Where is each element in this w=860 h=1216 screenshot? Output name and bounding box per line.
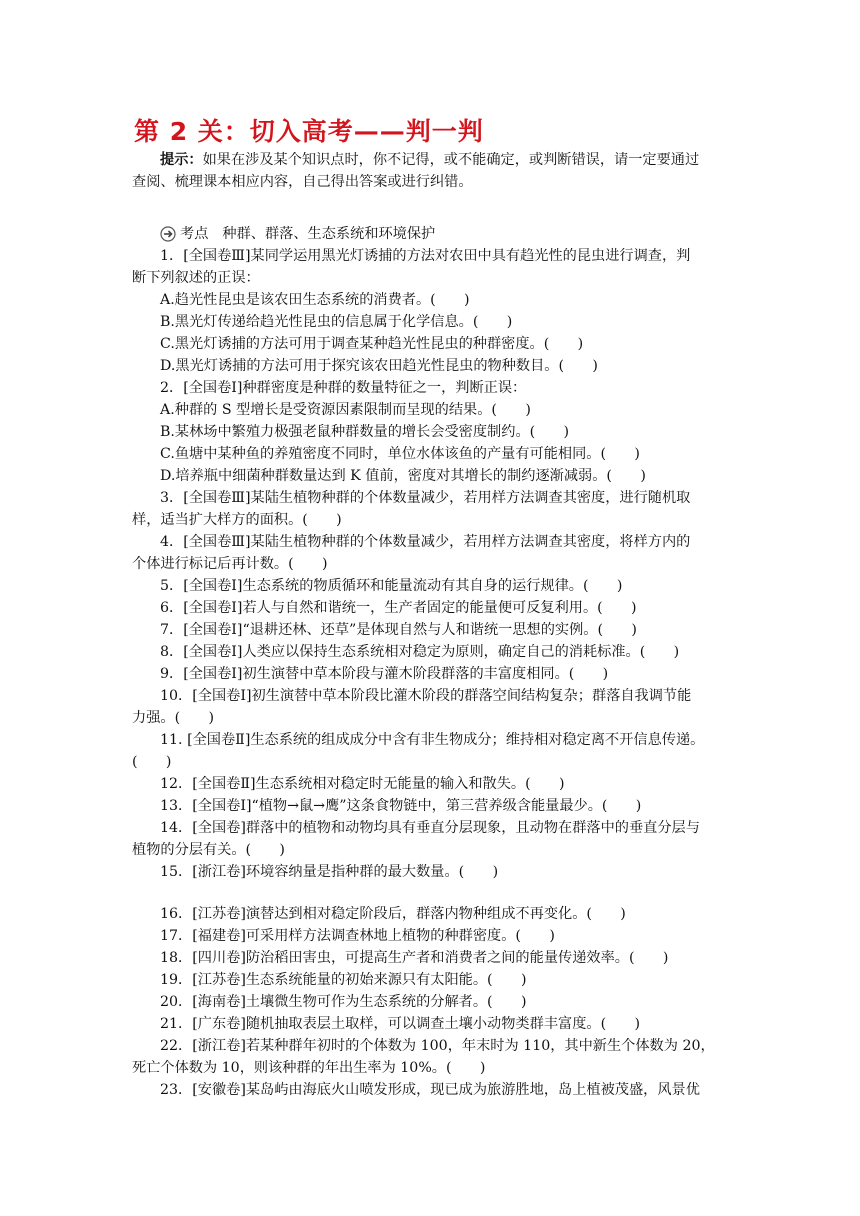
question-line: B.某林场中繁殖力极强老鼠种群数量的增长会受密度制约。( ) <box>160 424 570 440</box>
question-line: 22．[浙江卷]若某种群年初时的个体数为 100，年末时为 110，其中新生个体数为 20， <box>160 1038 715 1054</box>
question-line: B.黑光灯传递给趋光性昆虫的信息属于化学信息。( ) <box>160 314 513 330</box>
question-line: 植物的分层有关。( ) <box>132 842 285 858</box>
question-line: 7．[全国卷Ⅰ]“退耕还林、还草”是体现自然与人和谐统一思想的实例。( ) <box>160 622 637 638</box>
question-line: 断下列叙述的正误： <box>132 270 260 286</box>
question-line: 15．[浙江卷]环境容纳量是指种群的最大数量。( ) <box>160 864 499 880</box>
question-line: A.趋光性昆虫是该农田生态系统的消费者。( ) <box>160 292 470 308</box>
question-line: 18．[四川卷]防治稻田害虫，可提高生产者和消费者之间的能量传递效率。( ) <box>160 950 669 966</box>
question-line: 19．[江苏卷]生态系统能量的初始来源只有太阳能。( ) <box>160 972 527 988</box>
question-line: 死亡个体数为 10，则该种群的年出生率为 10%。( ) <box>132 1060 486 1076</box>
question-line: 12．[全国卷Ⅱ]生态系统相对稳定时无能量的输入和散失。( ) <box>160 776 565 792</box>
question-line: 21．[广东卷]随机抽取表层土取样，可以调查土壤小动物类群丰富度。( ) <box>160 1016 641 1032</box>
question-line: 14．[全国卷]群落中的植物和动物均具有垂直分层现象，且动物在群落中的垂直分层与 <box>160 820 700 836</box>
hint-line-2: 查阅、梳理课本相应内容，自己得出答案或进行纠错。 <box>132 174 473 190</box>
question-line: C.黑光灯诱捕的方法可用于调查某种趋光性昆虫的种群密度。( ) <box>160 336 584 352</box>
question-line: 5．[全国卷Ⅰ]生态系统的物质循环和能量流动有其自身的运行规律。( ) <box>160 578 623 594</box>
question-line: 个体进行标记后再计数。( ) <box>132 556 328 572</box>
question-line: C.鱼塘中某种鱼的养殖密度不同时，单位水体该鱼的产量有可能相同。( ) <box>160 446 640 462</box>
question-line: 9．[全国卷Ⅰ]初生演替中草本阶段与灌木阶段群落的丰富度相同。( ) <box>160 666 609 682</box>
question-line: 23．[安徽卷]某岛屿由海底火山喷发形成，现已成为旅游胜地，岛上植被茂盛，风景优 <box>160 1082 700 1098</box>
question-line: 6．[全国卷Ⅰ]若人与自然和谐统一，生产者固定的能量便可反复利用。( ) <box>160 600 637 616</box>
question-line: 8．[全国卷Ⅰ]人类应以保持生态系统相对稳定为原则，确定自己的消耗标准。( ) <box>160 644 680 660</box>
question-line: D.黑光灯诱捕的方法可用于探究该农田趋光性昆虫的物种数目。( ) <box>160 358 598 374</box>
question-line: 16．[江苏卷]演替达到相对稳定阶段后，群落内物种组成不再变化。( ) <box>160 906 626 922</box>
topic-text: 种群、群落、生态系统和环境保护 <box>222 226 436 242</box>
arrow-circle-icon <box>160 226 176 242</box>
question-line: 11. [全国卷Ⅱ]生态系统的组成成分中含有非生物成分；维持相对稳定离不开信息传递。 <box>160 732 705 748</box>
question-line: ( ) <box>132 754 172 770</box>
question-line: 样，适当扩大样方的面积。( ) <box>132 512 342 528</box>
question-line: 3．[全国卷Ⅲ]某陆生植物种群的个体数量减少，若用样方法调查其密度，进行随机取 <box>160 490 691 506</box>
question-line: 力强。( ) <box>132 710 215 726</box>
question-line: 10．[全国卷Ⅰ]初生演替中草本阶段比灌木阶段的群落空间结构复杂；群落自我调节能 <box>160 688 692 704</box>
question-line: 17．[福建卷]可采用样方法调查林地上植物的种群密度。( ) <box>160 928 555 944</box>
question-line: 13．[全国卷Ⅰ]“植物→鼠→鹰”这条食物链中，第三营养级含能量最少。( ) <box>160 798 642 814</box>
topic-label: 考点 <box>180 226 209 242</box>
question-line: 1．[全国卷Ⅲ]某同学运用黑光灯诱捕的方法对农田中具有趋光性的昆虫进行调查，判 <box>160 248 691 264</box>
question-line: 20．[海南卷]土壤微生物可作为生态系统的分解者。( ) <box>160 994 527 1010</box>
question-line: 2．[全国卷Ⅰ]种群密度是种群的数量特征之一，判断正误： <box>160 380 527 396</box>
hint-text-1: 如果在涉及某个知识点时，你不记得，或不能确定，或判断错误，请一定要通过 <box>202 152 700 168</box>
question-line: D.培养瓶中细菌种群数量达到 K 值前，密度对其增长的制约逐渐减弱。( ) <box>160 468 646 484</box>
hint-line-1 <box>160 150 699 170</box>
hint-label: 提示： <box>160 152 203 168</box>
topic-heading <box>160 224 435 244</box>
page-title: 第 2 关：切入高考——判一判 <box>134 117 484 146</box>
question-line: A.种群的 S 型增长是受资源因素限制而呈现的结果。( ) <box>160 402 531 418</box>
question-line: 4．[全国卷Ⅲ]某陆生植物种群的个体数量减少，若用样方法调查其密度，将样方内的 <box>160 534 691 550</box>
